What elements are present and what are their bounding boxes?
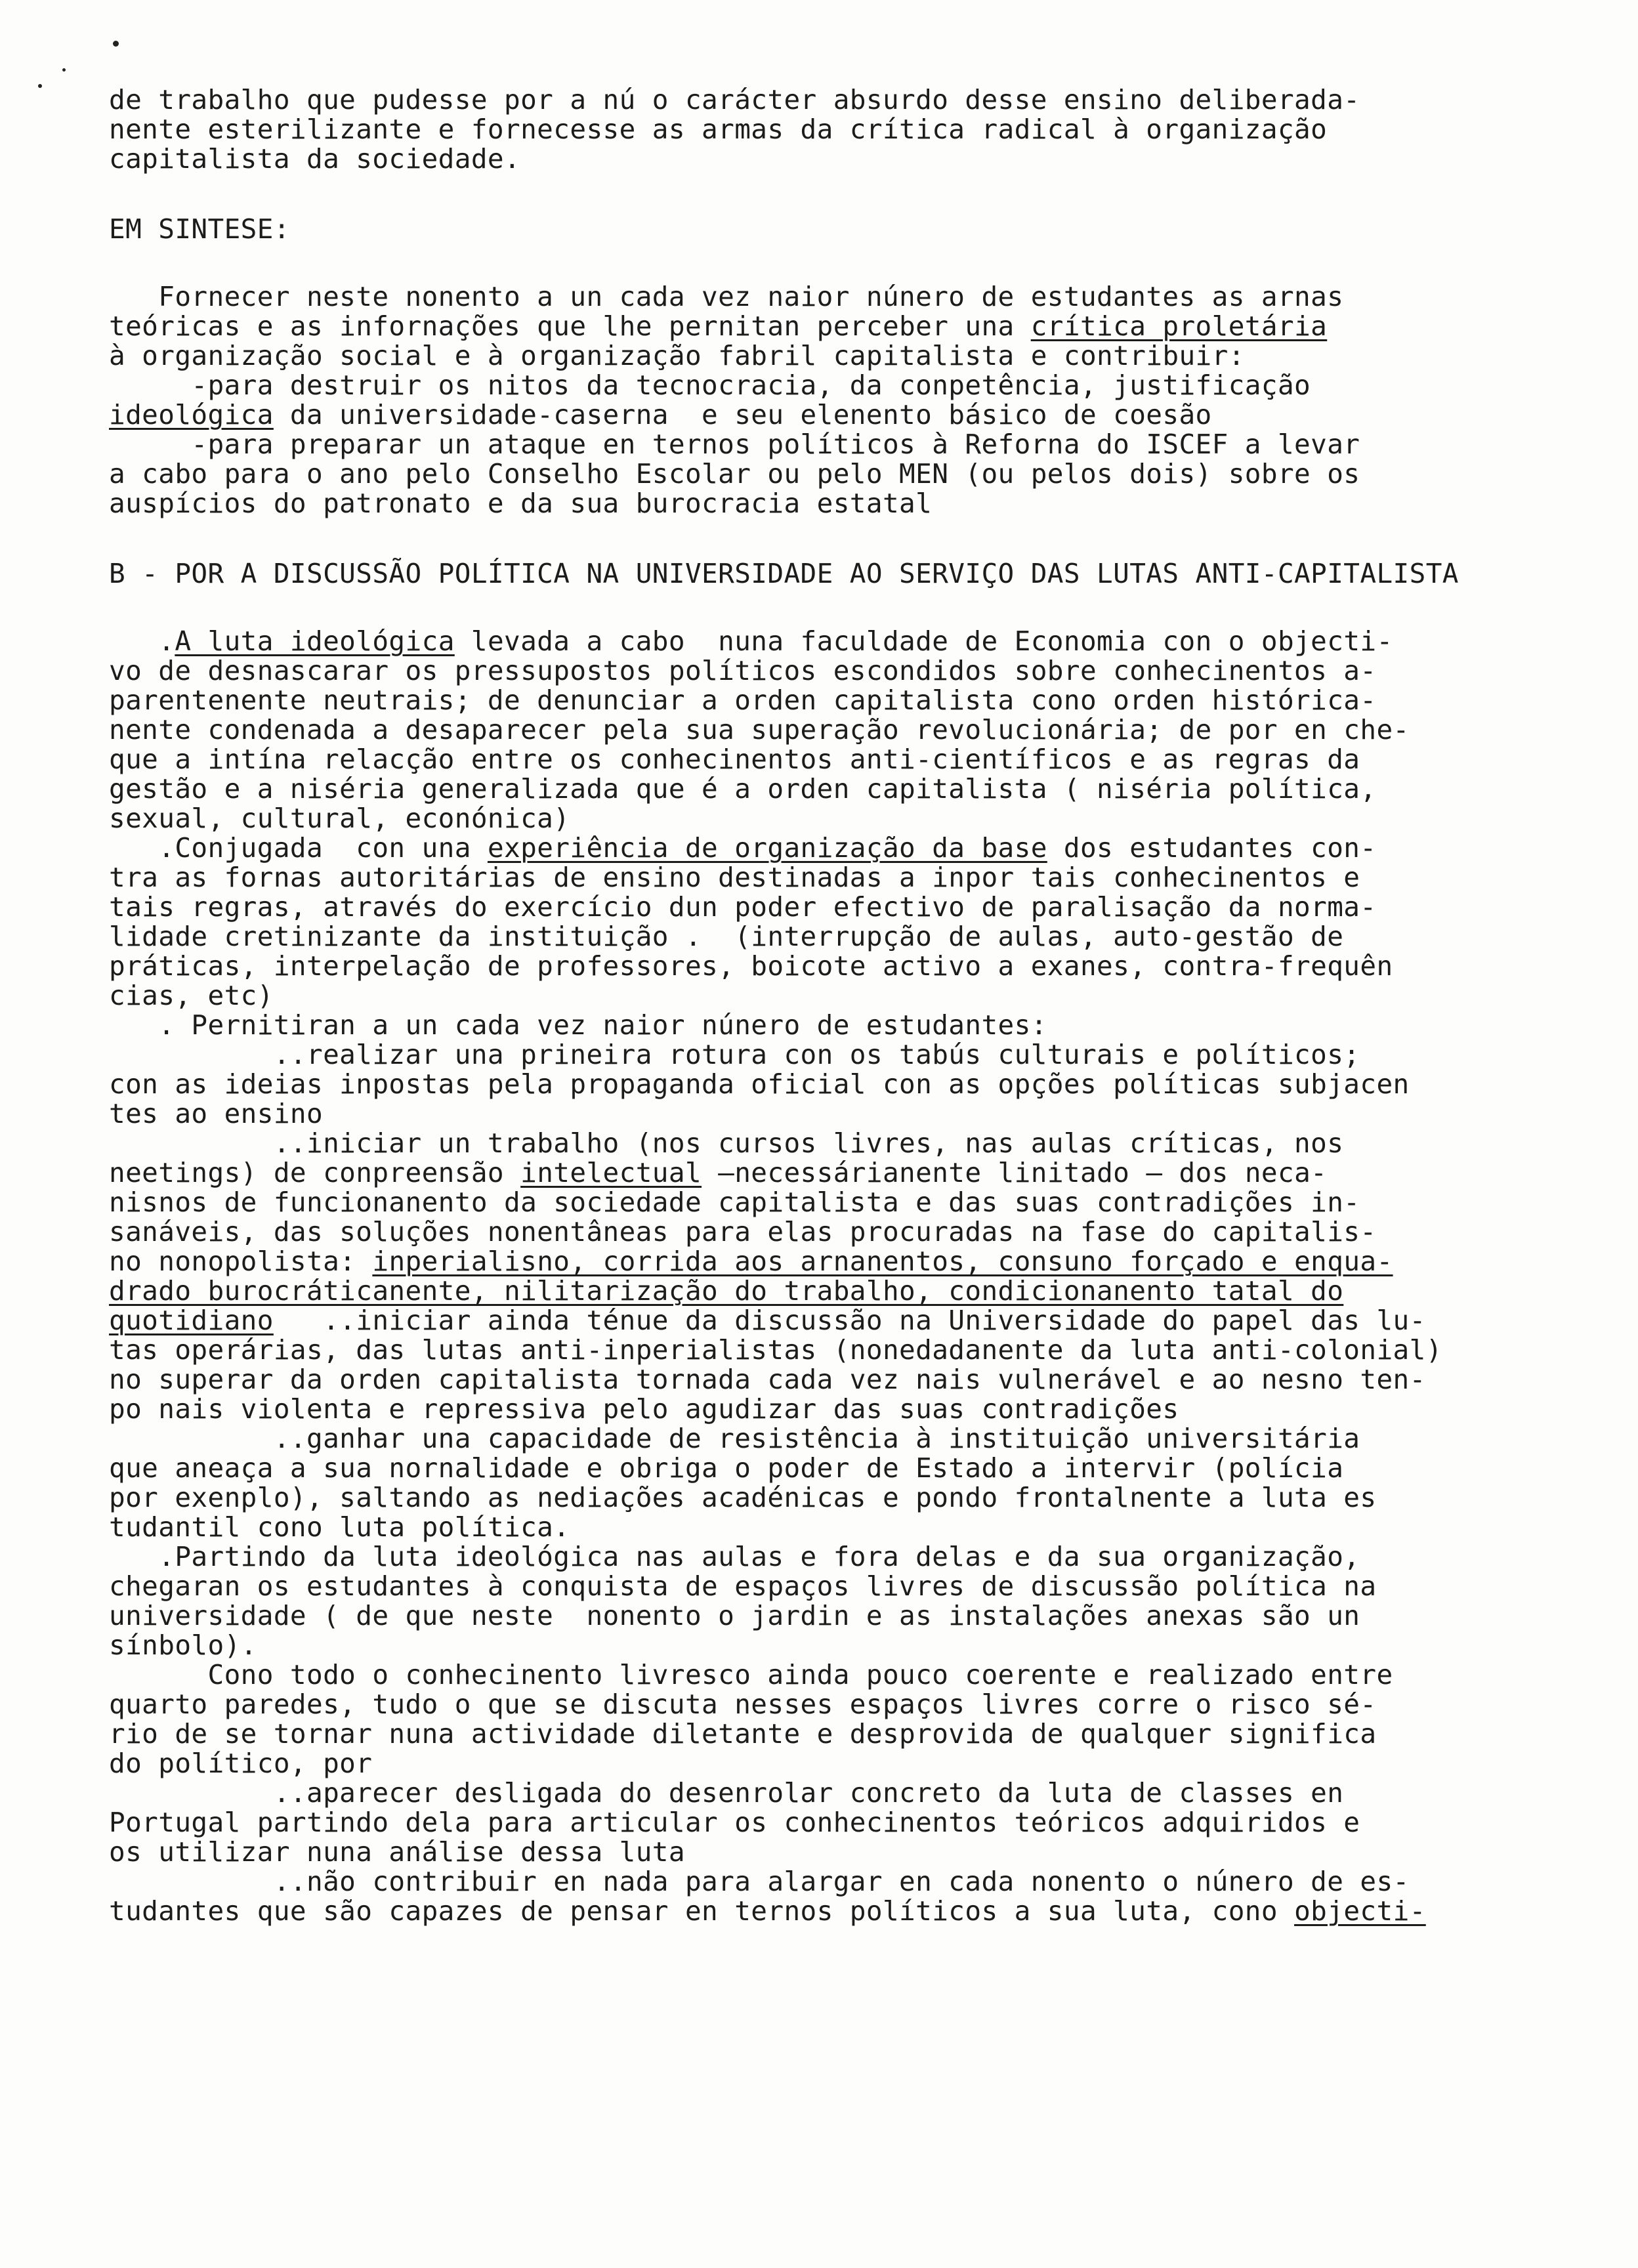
text-line: ..ganhar una capacidade de resistência à instituição universitária	[109, 1423, 1360, 1454]
underlined-phrase: ideológica	[109, 399, 274, 430]
text-line: que aneaça a sua nornalidade e obriga o poder de Estado a intervir (polícia	[109, 1452, 1344, 1484]
text-line	[109, 1897, 1553, 1926]
text-span: levada a cabo nuna faculdade de Economia con o objecti-	[454, 625, 1393, 657]
text-line: tra as fornas autoritárias de ensino destinadas a inpor tais conhecinentos e	[109, 862, 1360, 893]
underlined-phrase: A luta ideológica	[175, 625, 455, 657]
ink-speck	[38, 84, 42, 88]
text-span: —necessárianente linitado — dos neca-	[702, 1157, 1328, 1188]
underlined-phrase: drado burocráticanente, nilitarização do trabalho, condicionanento tatal do	[109, 1275, 1344, 1307]
heading-sintese: EM SINTESE:	[109, 213, 290, 245]
text-line: de trabalho que pudesse por a nú o carácter absurdo desse ensino deliberada-	[109, 84, 1360, 116]
text-span: dos estudantes con-	[1047, 832, 1377, 864]
text-line: tas operárias, das lutas anti-inperialistas (nonedadanente da luta anti-colonial)	[109, 1334, 1442, 1366]
document-text	[109, 85, 1553, 1926]
text-line	[109, 400, 1553, 430]
text-line: universidade ( de que neste nonento o jardin e as instalações anexas são un	[109, 1600, 1360, 1631]
text-line	[109, 627, 1553, 656]
text-span: teóricas e as infornações que lhe pernitan perceber una	[109, 310, 1031, 342]
text-line: à organização social e à organização fabril capitalista e contribuir:	[109, 340, 1245, 371]
text-line: Portugal partindo dela para articular os conhecinentos teóricos adquiridos e	[109, 1807, 1360, 1838]
text-line: parentenente neutrais; de denunciar a orden capitalista cono orden históricа-	[109, 684, 1377, 716]
text-line: gestão e a niséria generalizada que é a orden capitalista ( niséria política,	[109, 773, 1377, 805]
text-line	[109, 312, 1553, 341]
text-line: tes ao ensino	[109, 1098, 324, 1129]
text-line: capitalista da sociedade.	[109, 143, 521, 175]
text-line: con as ideias inpostas pela propaganda oficial con as opções políticas subjacen	[109, 1068, 1410, 1100]
text-line: no superar da orden capitalista tornada cada vez nais vulnerável e ao nesno ten-	[109, 1364, 1426, 1395]
text-line: ..realizar una prineira rotura con os tabús culturais e políticos;	[109, 1039, 1360, 1070]
text-line: nente condenada a desaparecer pela sua superação revolucionária; de por en che-	[109, 714, 1410, 746]
heading-section-b: B - POR A DISCUSSÃO POLÍTICA NA UNIVERSIDADE AO SERVIÇO DAS LUTAS ANTI-CAPITALISTA	[109, 558, 1459, 589]
text-line	[109, 1158, 1553, 1188]
text-line	[109, 1276, 1553, 1306]
text-span: .	[109, 625, 175, 657]
text-span: da universidade-caserna e seu elenento básico de coesão	[273, 399, 1212, 430]
text-line	[109, 833, 1553, 863]
text-line: cias, etc)	[109, 980, 274, 1011]
text-line: quarto paredes, tudo o que se discuta nesses espaços livres corre o risco sé-	[109, 1689, 1377, 1720]
text-span: neetings) de conpreensão	[109, 1157, 521, 1188]
text-line: nisnos de funcionanento da sociedade capitalista e das suas contradições in-	[109, 1186, 1360, 1218]
text-line: . Pernitiran a un cada vez naior núnero de estudantes:	[109, 1009, 1047, 1041]
text-line: que a intína relacção entre os conhecinentos anti-científicos e as regras da	[109, 744, 1360, 775]
text-line: -para preparar un ataque en ternos políticos à Reforna do ISCEF a levar	[109, 429, 1360, 460]
underlined-phrase: intelectual	[520, 1157, 702, 1188]
text-line: auspícios do patronato e da sua burocracia estatal	[109, 488, 933, 519]
underlined-phrase: objecti-	[1294, 1895, 1426, 1927]
text-line: Fornecer neste nonento a un cada vez naior núnero de estudantes as arnas	[109, 281, 1344, 312]
text-line: sínbolo).	[109, 1629, 257, 1661]
text-line: sanáveis, das soluções nonentâneas para elas procuradas na fase do capitalis-	[109, 1216, 1377, 1248]
text-span: tudantes que são capazes de pensar en ternos políticos a sua luta, cono	[109, 1895, 1295, 1927]
text-line: Cono todo o conhecinento livresco ainda pouco coerente e realizado entre	[109, 1659, 1393, 1690]
text-line: ..aparecer desligada do desenrolar concreto da luta de classes en	[109, 1777, 1344, 1809]
underlined-phrase: experiência de organização da base	[487, 832, 1047, 864]
text-line: po nais violenta e repressiva pelo agudizar das suas contradições	[109, 1393, 1179, 1425]
ink-speck	[62, 68, 66, 72]
text-line: -para destruir os nitos da tecnocracia, da conpetência, justificação	[109, 369, 1311, 401]
text-span: no nonopolista:	[109, 1246, 373, 1277]
underlined-phrase: crítica proletária	[1030, 310, 1328, 342]
text-line: ..não contribuir en nada para alargar en cada nonento o núnero de es-	[109, 1866, 1410, 1897]
ink-speck	[113, 41, 119, 47]
text-line: nente esterilizante e fornecesse as armas da crítica radical à organização	[109, 114, 1328, 145]
text-line: chegaran os estudantes à conquista de espaços livres de discussão política na	[109, 1570, 1377, 1602]
text-line: rio de se tornar nuna actividade diletante e desprovida de qualquer significa	[109, 1718, 1377, 1750]
text-line: por exenplo), saltando as nediações acadénicas e pondo frontalnente a luta es	[109, 1482, 1377, 1513]
text-line	[109, 1247, 1553, 1276]
text-line: os utilizar nuna análise dessa luta	[109, 1836, 685, 1868]
text-line: ..iniciar un trabalho (nos cursos livres, nas aulas críticas, nos	[109, 1127, 1344, 1159]
text-line: a cabo para o ano pelo Conselho Escolar ou pelo MEN (ou pelos dois) sobre os	[109, 458, 1360, 490]
text-line: do político, por	[109, 1748, 373, 1779]
underlined-phrase: inperialisno, corrida aos arnanentos, consuno forçado e enqua-	[372, 1246, 1393, 1277]
text-line: tudantil cono luta política.	[109, 1511, 570, 1543]
text-line: lidade cretinizante da instituição . (interrupção de aulas, auto-gestão de	[109, 921, 1344, 952]
underlined-phrase: quotidiano	[109, 1305, 274, 1336]
text-line: práticas, interpelação de professores, boicote activo a exanes, contra-frequên	[109, 950, 1393, 982]
text-span: ..iniciar ainda ténue da discussão na Universidade do papel das lu-	[273, 1305, 1426, 1336]
text-line: tais regras, através do exercício dun poder efectivo de paralisação da norma-	[109, 891, 1377, 923]
text-line: sexual, cultural, econónica)	[109, 803, 570, 834]
text-line	[109, 1306, 1553, 1335]
text-line: .Partindo da luta ideológica nas aulas e fora delas e da sua organização,	[109, 1541, 1360, 1572]
text-span: .Conjugada con una	[109, 832, 488, 864]
text-line: vo de desnascarar os pressupostos políticos escondidos sobre conhecinentos a-	[109, 655, 1377, 686]
